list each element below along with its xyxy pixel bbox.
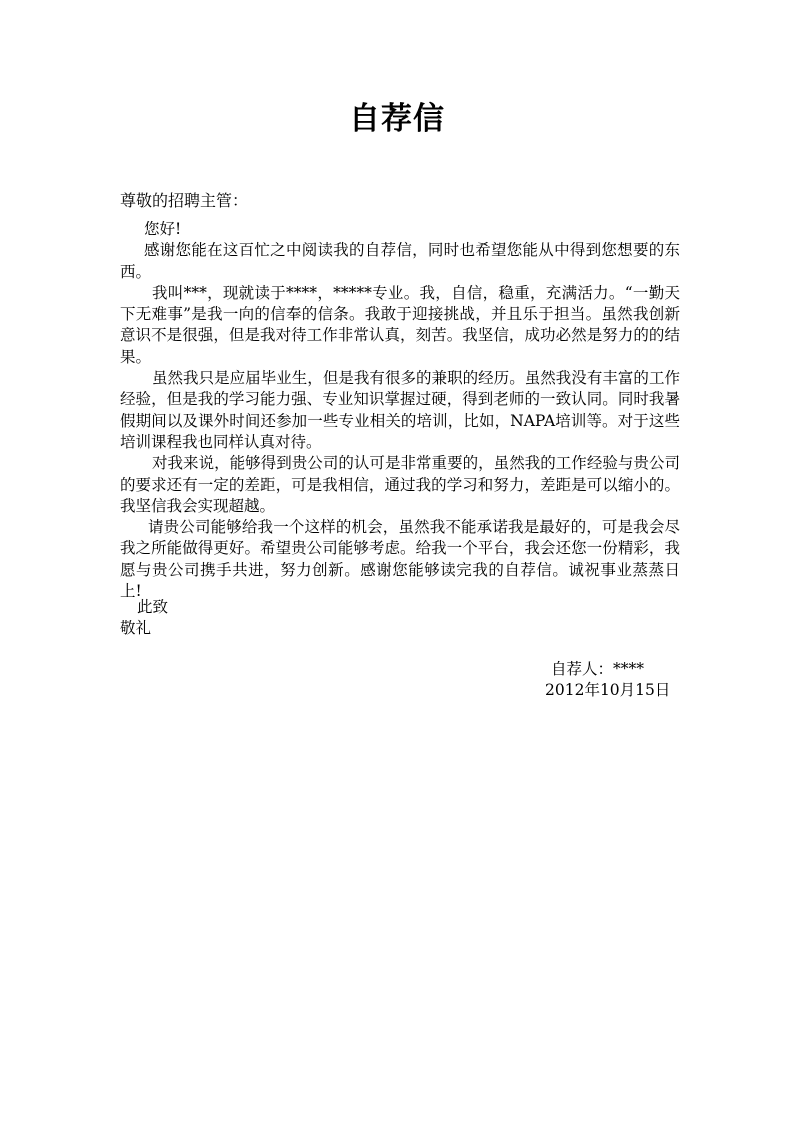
document-title: 自荐信 [349, 101, 445, 137]
closing-line-1: 此致 [137, 598, 169, 616]
letter-date: 2012年10月15日 [545, 681, 671, 699]
paragraph-request: 请贵公司能够给我一个这样的机会，虽然我不能承诺我是最好的，可是我会尽我之所能做得更好。希望贵公司能够考虑。给我一个平台，我会还您一份精彩，我愿与贵公司携手共进，努力创新。感谢您能够读完我的自荐信。诚祝事业蒸蒸日上! [120, 518, 680, 601]
signature: 自荐人：**** [551, 660, 645, 678]
paragraph-experience: 虽然我只是应届毕业生，但是我有很多的兼职的经历。虽然我没有丰富的工作经验，但是我的学习能力强、专业知识掌握过硬，得到老师的一致认同。同时我暑假期间以及课外时间还参加一些专业相关的培训，比如，NAPA培训等。对于这些培训课程我也同样认真对待。 [120, 369, 680, 451]
paragraph-expectation: 对我来说，能够得到贵公司的认可是非常重要的，虽然我的工作经验与贵公司的要求还有一定的差距，可是我相信，通过我的学习和努力，差距是可以缩小的。我坚信我会实现超越。 [120, 454, 680, 515]
paragraph-introduction: 我叫***，现就读于****，*****专业。我，自信，稳重，充满活力。“一勤天下无难事”是我一向的信奉的信条。我敢于迎接挑战，并且乐于担当。虽然我创新意识不是很强，但是我对待工作非常认真，刻苦。我坚信，成功必然是努力的的结果。 [120, 283, 680, 366]
greeting: 您好! [144, 220, 182, 238]
letter-body [120, 219, 680, 602]
closing-line-2: 敬礼 [120, 619, 152, 637]
salutation: 尊敬的招聘主管： [120, 191, 249, 210]
paragraph-thanks: 感谢您能在这百忙之中阅读我的自荐信，同时也希望您能从中得到您想要的东西。 [120, 241, 680, 281]
